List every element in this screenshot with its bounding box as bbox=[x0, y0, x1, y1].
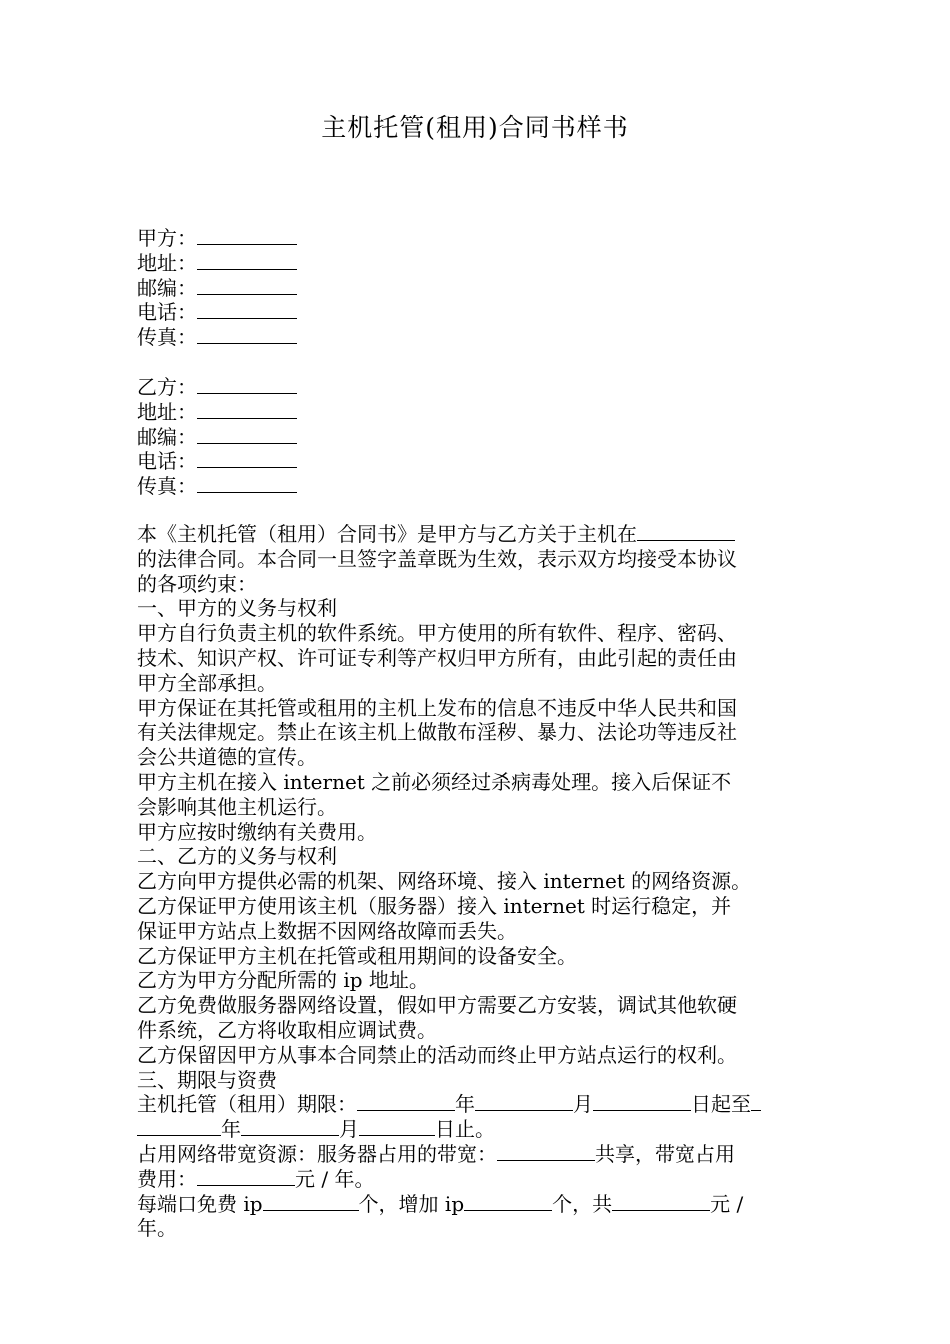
section-1-line: 技术、知识产权、许可证专利等产权归甲方所有，由此引起的责任由 bbox=[137, 645, 737, 670]
section-1-line: 甲方全部承担。 bbox=[137, 670, 277, 695]
yuan-per-year-label: 元 / 年。 bbox=[295, 1166, 375, 1191]
party-a-name-label: 甲方： bbox=[137, 226, 197, 250]
contract-body bbox=[137, 522, 817, 1241]
year-label: 年 bbox=[455, 1092, 475, 1117]
bandwidth-label: 占用网络带宽资源：服务器占用的带宽： bbox=[137, 1141, 497, 1166]
intro-line-1 bbox=[137, 522, 817, 547]
section-2-line: 件系统，乙方将收取相应调试费。 bbox=[137, 1017, 437, 1042]
party-a-block bbox=[137, 226, 297, 350]
end-month-label: 月 bbox=[339, 1117, 359, 1142]
ip-add-label: 个，增加 ip bbox=[358, 1191, 465, 1216]
party-b-zip-label: 邮编： bbox=[137, 424, 197, 449]
from-to-label: 日起至 bbox=[691, 1092, 751, 1117]
party-a-phone-blank[interactable] bbox=[197, 300, 297, 319]
party-b-phone-blank[interactable] bbox=[197, 449, 297, 468]
section-1-line: 甲方保证在其托管或租用的主机上发布的信息不违反中华人民共和国 bbox=[137, 695, 737, 720]
section-3-heading: 三、期限与资费 bbox=[137, 1067, 277, 1092]
shared-fee-label: 共享，带宽占用 bbox=[595, 1141, 735, 1166]
section-1-line: 会影响其他主机运行。 bbox=[137, 794, 337, 819]
term-line-2 bbox=[137, 1117, 817, 1142]
party-b-address-label: 地址： bbox=[137, 399, 197, 424]
party-b-fax-blank[interactable] bbox=[197, 474, 297, 493]
term-line-1 bbox=[137, 1092, 817, 1117]
start-year-blank[interactable] bbox=[357, 1092, 455, 1111]
fee-blank[interactable] bbox=[197, 1167, 295, 1186]
section-1-line: 甲方应按时缴纳有关费用。 bbox=[137, 819, 377, 844]
section-2-line: 乙方保证甲方主机在托管或租用期间的设备安全。 bbox=[137, 943, 577, 968]
fee-line bbox=[137, 1167, 817, 1192]
section-2-line: 保证甲方站点上数据不因网络故障而丢失。 bbox=[137, 918, 517, 943]
section-1-line: 甲方主机在接入 internet 之前必须经过杀病毒处理。接入后保证不 bbox=[137, 769, 732, 794]
end-year-label: 年 bbox=[221, 1117, 241, 1142]
party-b-address-blank[interactable] bbox=[197, 400, 297, 419]
intro-line-3: 的各项约束： bbox=[137, 571, 257, 596]
party-a-phone-label: 电话： bbox=[137, 300, 197, 325]
party-b-block bbox=[137, 375, 297, 499]
section-2-line: 乙方保留因甲方从事本合同禁止的活动而终止甲方站点运行的权利。 bbox=[137, 1042, 737, 1067]
party-a-name-blank[interactable] bbox=[197, 226, 297, 245]
party-b-fax-row bbox=[137, 474, 297, 499]
party-b-address-row bbox=[137, 400, 297, 425]
ip-line bbox=[137, 1192, 817, 1217]
end-day-label: 日止。 bbox=[435, 1117, 495, 1142]
party-b-phone-label: 电话： bbox=[137, 449, 197, 474]
free-ip-blank[interactable] bbox=[263, 1192, 359, 1211]
end-year-blank-start[interactable] bbox=[751, 1092, 761, 1111]
intro-line-1-text: 本《主机托管（租用）合同书》是甲方与乙方关于主机在 bbox=[137, 522, 637, 546]
party-b-name-blank[interactable] bbox=[197, 375, 297, 394]
bandwidth-blank[interactable] bbox=[497, 1142, 595, 1161]
intro-line-2: 的法律合同。本合同一旦签字盖章既为生效，表示双方均接受本协议 bbox=[137, 546, 737, 571]
party-a-fax-blank[interactable] bbox=[197, 325, 297, 344]
extra-ip-blank[interactable] bbox=[464, 1192, 552, 1211]
party-a-zip-blank[interactable] bbox=[197, 276, 297, 295]
section-1-heading: 一、甲方的义务与权利 bbox=[137, 596, 337, 621]
section-1-line: 甲方自行负责主机的软件系统。甲方使用的所有软件、程序、密码、 bbox=[137, 621, 737, 646]
party-a-zip-label: 邮编： bbox=[137, 275, 197, 300]
section-2-line: 乙方为甲方分配所需的 ip 地址。 bbox=[137, 968, 429, 993]
party-b-phone-row bbox=[137, 449, 297, 474]
section-1-line: 会公共道德的宣传。 bbox=[137, 745, 317, 770]
fee-label: 费用： bbox=[137, 1166, 197, 1191]
month-label: 月 bbox=[573, 1092, 593, 1117]
party-a-name-row bbox=[137, 226, 297, 251]
party-a-address-blank[interactable] bbox=[197, 251, 297, 270]
end-day-blank[interactable] bbox=[359, 1117, 435, 1136]
section-2-line: 乙方向甲方提供必需的机架、网络环境、接入 internet 的网络资源。 bbox=[137, 869, 752, 894]
ip-line-end: 年。 bbox=[137, 1216, 177, 1241]
party-b-name-row bbox=[137, 375, 297, 400]
intro-location-blank[interactable] bbox=[637, 522, 735, 541]
party-b-fax-label: 传真： bbox=[137, 474, 197, 499]
party-b-name-label: 乙方： bbox=[137, 375, 197, 399]
ip-total-blank[interactable] bbox=[612, 1192, 710, 1211]
section-2-line: 乙方免费做服务器网络设置，假如甲方需要乙方安装，调试其他软硬 bbox=[137, 993, 737, 1018]
party-a-phone-row bbox=[137, 300, 297, 325]
start-day-blank[interactable] bbox=[593, 1092, 691, 1111]
party-a-fax-label: 传真： bbox=[137, 325, 197, 350]
party-b-zip-row bbox=[137, 425, 297, 450]
document-title: 主机托管(租用)合同书样书 bbox=[321, 113, 629, 142]
end-year-blank[interactable] bbox=[137, 1117, 221, 1136]
end-month-blank[interactable] bbox=[241, 1117, 339, 1136]
start-month-blank[interactable] bbox=[475, 1092, 573, 1111]
party-a-address-label: 地址： bbox=[137, 250, 197, 275]
party-b-zip-blank[interactable] bbox=[197, 425, 297, 444]
section-1-line: 有关法律规定。禁止在该主机上做散布淫秽、暴力、法论功等违反社 bbox=[137, 720, 737, 745]
section-2-line: 乙方保证甲方使用该主机（服务器）接入 internet 时运行稳定，并 bbox=[137, 893, 732, 918]
party-a-fax-row bbox=[137, 325, 297, 350]
section-2-heading: 二、乙方的义务与权利 bbox=[137, 844, 337, 869]
ip-total-label: 个，共 bbox=[552, 1191, 613, 1216]
party-a-zip-row bbox=[137, 276, 297, 301]
ip-label: 每端口免费 ip bbox=[137, 1191, 263, 1216]
term-label: 主机托管（租用）期限： bbox=[137, 1092, 357, 1117]
party-a-address-row bbox=[137, 251, 297, 276]
yuan-slash-label: 元 / bbox=[710, 1191, 744, 1216]
bandwidth-line bbox=[137, 1142, 817, 1167]
